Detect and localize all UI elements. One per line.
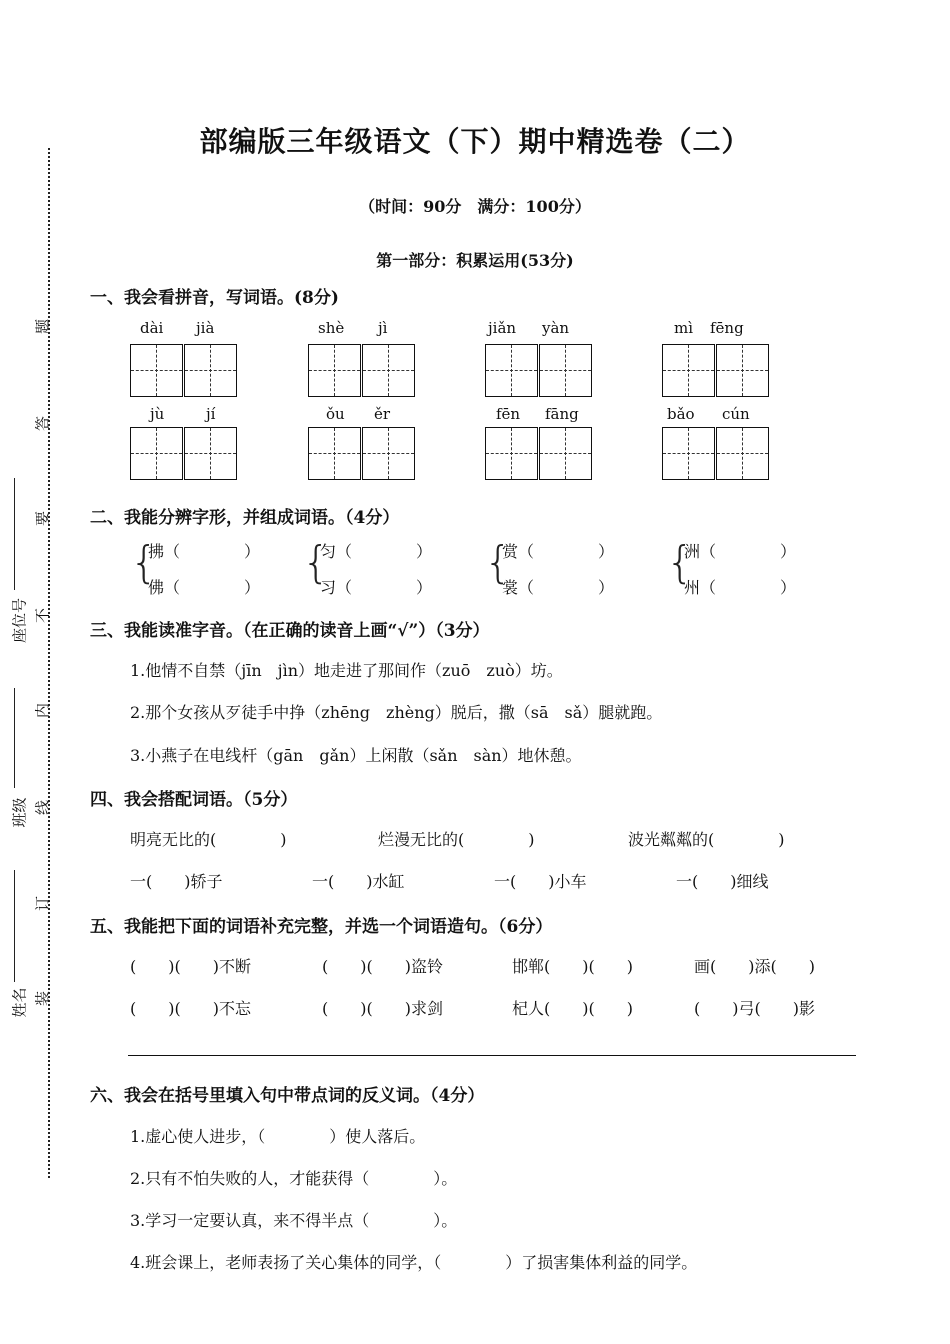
margin-char: 答 bbox=[33, 416, 52, 432]
writing-box[interactable] bbox=[662, 344, 715, 397]
char-pair-item: 州（ ） bbox=[684, 578, 797, 597]
name-blank[interactable] bbox=[14, 870, 15, 982]
idiom-item: ( )( )不断 bbox=[130, 957, 251, 976]
pinyin: jì bbox=[378, 319, 388, 337]
idiom-item: ( )弓( )影 bbox=[694, 999, 815, 1018]
writing-box[interactable] bbox=[662, 427, 715, 480]
pinyin: fēng bbox=[710, 319, 744, 337]
seat-number-label: 座位号 bbox=[10, 598, 29, 644]
writing-box[interactable] bbox=[184, 427, 237, 480]
char-pair-item: 洲（ ） bbox=[684, 542, 797, 561]
class-label: 班级 bbox=[10, 797, 29, 828]
writing-box[interactable] bbox=[716, 344, 769, 397]
match-item: 一( )细线 bbox=[676, 872, 769, 891]
question-line: 3.小燕子在电线杆（gān gǎn）上闲散（sǎn sàn）地休憩。 bbox=[130, 746, 582, 765]
pinyin: jià bbox=[196, 319, 215, 337]
pinyin: bǎo bbox=[667, 405, 695, 423]
writing-box[interactable] bbox=[539, 344, 592, 397]
writing-box[interactable] bbox=[485, 427, 538, 480]
writing-box[interactable] bbox=[716, 427, 769, 480]
brace-icon: { bbox=[302, 537, 330, 588]
char-pair-item: 裳（ ） bbox=[502, 578, 615, 597]
idiom-item: ( )( )盗铃 bbox=[322, 957, 443, 976]
question-line: 4.班会课上，老师表扬了关心集体的同学，（ ）了损害集体利益的同学。 bbox=[130, 1253, 698, 1272]
sentence-answer-line[interactable] bbox=[128, 1055, 856, 1056]
section-6-title: 六、我会在括号里填入句中带点词的反义词。（4分） bbox=[90, 1086, 485, 1106]
writing-box[interactable] bbox=[362, 427, 415, 480]
match-item: 烂漫无比的( ) bbox=[378, 830, 535, 849]
pinyin: jí bbox=[206, 405, 216, 423]
margin-char: 装 bbox=[33, 991, 52, 1007]
match-item: 波光粼粼的( ) bbox=[628, 830, 785, 849]
class-blank[interactable] bbox=[14, 688, 15, 788]
pinyin: dài bbox=[140, 319, 164, 337]
question-line: 3.学习一定要认真，来不得半点（ ）。 bbox=[130, 1211, 458, 1230]
margin-char: 订 bbox=[33, 896, 52, 912]
seat-number-blank[interactable] bbox=[14, 478, 15, 590]
char-pair-item: 习（ ） bbox=[320, 578, 433, 597]
section-3-title: 三、我能读准字音。（在正确的读音上画“√”）（3分） bbox=[90, 621, 490, 641]
page-title: 部编版三年级语文（下）期中精选卷（二） bbox=[199, 125, 751, 158]
char-pair-item: 匀（ ） bbox=[320, 542, 433, 561]
idiom-item: 邯郸( )( ) bbox=[512, 957, 633, 976]
writing-box[interactable] bbox=[539, 427, 592, 480]
writing-box[interactable] bbox=[184, 344, 237, 397]
brace-icon: { bbox=[484, 537, 512, 588]
part-heading: 第一部分：积累运用(53分) bbox=[376, 251, 574, 270]
brace-icon: { bbox=[130, 537, 158, 588]
binding-dotted-line bbox=[48, 148, 50, 1178]
char-pair-item: 拂（ ） bbox=[148, 542, 261, 561]
writing-box[interactable] bbox=[130, 344, 183, 397]
pinyin: yàn bbox=[542, 319, 570, 337]
pinyin: cún bbox=[722, 405, 750, 423]
match-item: 一( )水缸 bbox=[312, 872, 405, 891]
match-item: 一( )小车 bbox=[494, 872, 587, 891]
question-line: 1.他情不自禁（jīn jìn）地走进了那间作（zuō zuò）坊。 bbox=[130, 661, 563, 680]
match-item: 明亮无比的( ) bbox=[130, 830, 287, 849]
idiom-item: ( )( )求剑 bbox=[322, 999, 443, 1018]
char-pair-item: 佛（ ） bbox=[148, 578, 261, 597]
margin-char: 不 bbox=[33, 608, 52, 624]
writing-box[interactable] bbox=[308, 427, 361, 480]
match-item: 一( )轿子 bbox=[130, 872, 223, 891]
idiom-item: 画( )添( ) bbox=[694, 957, 815, 976]
section-2-title: 二、我能分辨字形，并组成词语。（4分） bbox=[90, 508, 400, 528]
writing-box[interactable] bbox=[308, 344, 361, 397]
section-1-title: 一、我会看拼音，写词语。(8分) bbox=[90, 288, 339, 308]
section-5-title: 五、我能把下面的词语补充完整，并选一个词语造句。（6分） bbox=[90, 917, 553, 937]
idiom-item: ( )( )不忘 bbox=[130, 999, 251, 1018]
pinyin: ǒu bbox=[326, 405, 345, 423]
brace-icon: { bbox=[666, 537, 694, 588]
pinyin: shè bbox=[318, 319, 345, 337]
margin-char: 要 bbox=[33, 511, 52, 527]
margin-char: 题 bbox=[33, 319, 52, 335]
margin-char: 内 bbox=[33, 703, 52, 719]
pinyin: fēn bbox=[496, 405, 521, 423]
question-line: 2.那个女孩从歹徒手中挣（zhēng zhèng）脱后，撒（sā sǎ）腿就跑。 bbox=[130, 703, 663, 722]
section-4-title: 四、我会搭配词语。（5分） bbox=[90, 790, 298, 810]
question-line: 2.只有不怕失败的人，才能获得（ ）。 bbox=[130, 1169, 458, 1188]
question-line: 1.虚心使人进步，（ ）使人落后。 bbox=[130, 1127, 426, 1146]
idiom-item: 杞人( )( ) bbox=[512, 999, 633, 1018]
char-pair-item: 赏（ ） bbox=[502, 542, 615, 561]
pinyin: jiǎn bbox=[488, 319, 517, 337]
writing-box[interactable] bbox=[362, 344, 415, 397]
margin-char: 线 bbox=[33, 800, 52, 816]
writing-box[interactable] bbox=[485, 344, 538, 397]
pinyin: fāng bbox=[545, 405, 579, 423]
pinyin: jù bbox=[150, 405, 165, 423]
pinyin: ěr bbox=[374, 405, 391, 423]
writing-box[interactable] bbox=[130, 427, 183, 480]
name-label: 姓名 bbox=[10, 987, 29, 1018]
pinyin: mì bbox=[674, 319, 694, 337]
exam-info: （时间：90分 满分：100分） bbox=[359, 197, 591, 216]
